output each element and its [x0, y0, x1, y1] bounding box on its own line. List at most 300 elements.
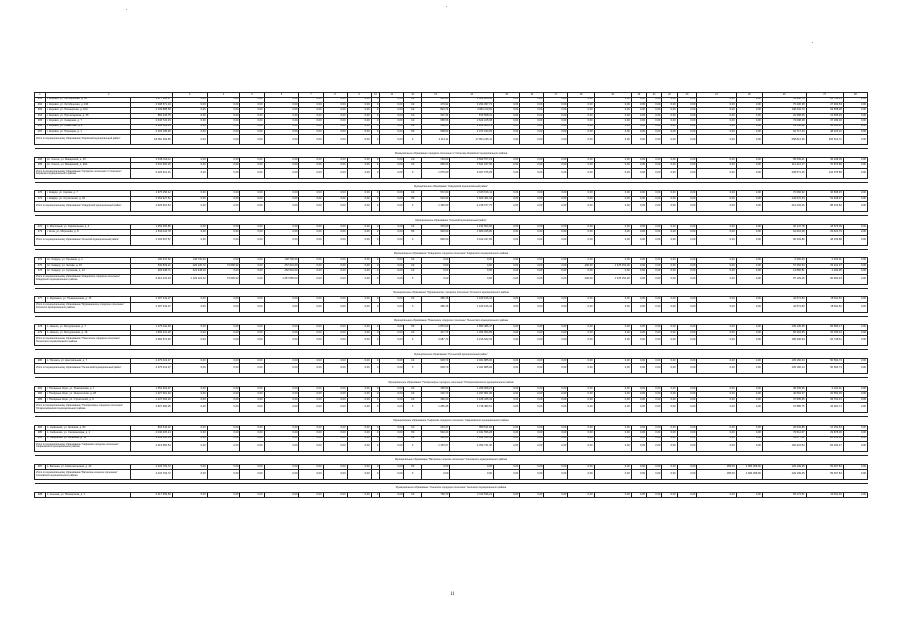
value-cell: 0,00 [494, 269, 520, 274]
value-cell: 0,00 [647, 269, 662, 274]
value-cell: 0,00 [631, 436, 646, 441]
subtotal-value: 0,00 [380, 364, 404, 374]
value-cell: 0,00 [240, 431, 264, 436]
value-cell: 0,00 [662, 392, 677, 397]
value-cell: 0,00 [207, 386, 240, 391]
value-cell: 0,00 [568, 113, 594, 118]
subtotal-value: 0,00 [662, 302, 677, 312]
value-cell: 0,00 [323, 358, 347, 363]
value-cell: 0,00 [299, 425, 323, 430]
value-cell: 0,00 [631, 392, 646, 397]
value-cell: 0,00 [631, 230, 646, 235]
municipality-heading: Муниципальное образование "Полярнозорье городское поселение" Полярнозоринского муниципального района [35, 378, 868, 387]
subtotal-value: 0,00 [347, 202, 371, 212]
value-cell: 0,00 [520, 386, 544, 391]
value-cell: 0,00 [520, 108, 544, 113]
value-cell: 0,00 [736, 436, 762, 441]
value-cell: 0,00 [736, 124, 762, 129]
value-cell: 873 568,31 [450, 113, 494, 118]
subtotal-value: 0,00 [299, 168, 323, 178]
value-cell: 0,00 [240, 436, 264, 441]
subtotal-value: 0,00 [594, 470, 631, 480]
value-cell: 0,00 [736, 191, 762, 196]
value-cell: 0,00 [323, 224, 347, 229]
value-cell: 0,00 [568, 191, 594, 196]
address-cell: п. Мурмаши, ул. Позарненская, д. 15 [45, 297, 130, 302]
subtotal-row [35, 441, 868, 451]
value-cell: 0,00 [494, 108, 520, 113]
value-cell: 0,00 [347, 224, 371, 229]
value-cell: 0,00 [843, 113, 867, 118]
subtotal-label: Итого по муниципальному образованию "Полярнозорье городское поселение" Полярнозоринского муниципального района [35, 403, 131, 413]
value-cell: 0,00 [520, 102, 544, 107]
subtotal-value: 0,00 [594, 168, 631, 178]
value-cell: 0,00 [697, 269, 736, 274]
value-cell: 0,00 [207, 191, 240, 196]
subtotal-value: 0,00 [299, 274, 323, 284]
subtotal-value: 0,00 [264, 168, 299, 178]
subtotal-value: 0,00 [568, 235, 594, 245]
value-cell: 70 660,92 [762, 191, 806, 196]
subtotal-value: 3 984 574,92 [131, 336, 173, 346]
value-cell: 0,00 [697, 325, 736, 330]
value-cell: 0,00 [520, 492, 544, 497]
value-cell: 34 614,87 [806, 124, 843, 129]
subtotal-value: 1 266,25 [421, 403, 449, 413]
subtotal-value: 0,00 [380, 235, 404, 245]
value-cell: 0,00 [172, 102, 207, 107]
value-cell: 0,00 [544, 436, 568, 441]
row-number-cell: 273 [35, 230, 46, 235]
value-cell: 0,00 [380, 436, 404, 441]
value-cell: 0,00 [544, 386, 568, 391]
value-cell: 0,00 [568, 436, 594, 441]
subtotal-value: 48 235,88 [806, 235, 843, 245]
subtotal-value: 0,00 [631, 135, 646, 145]
subtotal-row [35, 168, 868, 178]
subtotal-value: 0,00 [240, 168, 264, 178]
value-cell: 0,00 [264, 325, 299, 330]
value-cell: 0,00 [697, 124, 736, 129]
column-number-cell: 11 [380, 93, 404, 98]
value-cell: 37 189,02 [806, 119, 843, 124]
value-cell: 473,92 [421, 102, 449, 107]
value-cell: 1 451 653,51 [450, 436, 494, 441]
subtotal-value: 42 574,83 [762, 302, 806, 312]
value-cell: 0,00 [172, 163, 207, 168]
subtotal-value: 0,00 [299, 336, 323, 346]
address-cell: пгт. Ковдор, ул. Горняков, д. 1 [45, 258, 130, 263]
value-cell: 0,00 [736, 224, 762, 229]
address-cell: г. Кировск, ул. Северная, д. 7 [45, 119, 130, 124]
subtotal-value: 0,00 [568, 470, 594, 480]
value-cell: 0,00 [207, 196, 240, 201]
value-cell: 4 084 119,60 [450, 108, 494, 113]
subtotal-row [35, 302, 868, 312]
value-cell: 0,00 [594, 436, 631, 441]
value-cell: 0,00 [677, 330, 697, 335]
subtotal-value: X [404, 202, 421, 212]
value-cell: 0,00 [631, 325, 646, 330]
value-cell: 0,00 [544, 425, 568, 430]
subtotal-value: 4 218 977,75 [450, 202, 494, 212]
value-cell: 0,00 [172, 129, 207, 134]
value-cell: 265 948,71 [131, 269, 173, 274]
value-cell: 0,00 [631, 124, 646, 129]
value-cell: 0,00 [172, 124, 207, 129]
value-cell: 0,00 [380, 191, 404, 196]
value-cell: 0,00 [520, 129, 544, 134]
value-cell: 0,00 [207, 392, 240, 397]
value-cell: 54 658,28 [806, 108, 843, 113]
value-cell: 0,00 [697, 119, 736, 124]
value-cell: 0,00 [380, 97, 404, 102]
subtotal-value: 0,00 [380, 274, 404, 284]
value-cell: 0,00 [450, 269, 494, 274]
value-cell: 0,00 [380, 392, 404, 397]
value-cell: 74 098,38 [762, 119, 806, 124]
value-cell: 0,00 [264, 191, 299, 196]
value-cell: 4 232 763,72 [131, 464, 173, 469]
value-cell: 0,00 [631, 158, 646, 163]
value-cell: 0,00 [240, 425, 264, 430]
subtotal-value: 0,00 [264, 336, 299, 346]
value-cell: 0,00 [240, 158, 264, 163]
subtotal-value: 0,00 [264, 441, 299, 451]
subtotal-value: 0,00 [697, 202, 736, 212]
value-cell: 0,00 [520, 397, 544, 402]
column-number-cell: 20 [631, 93, 646, 98]
value-cell: 0,00 [520, 358, 544, 363]
value-cell: 0,00 [736, 297, 762, 302]
value-cell: 0,00 [697, 436, 736, 441]
subtotal-value: 0,00 [380, 302, 404, 312]
value-cell: 0,00 [299, 258, 323, 263]
subtotal-value: 0,00 [207, 202, 240, 212]
value-cell: 0,00 [736, 119, 762, 124]
value-cell: ПК [404, 464, 421, 469]
value-cell: 0,00 [544, 124, 568, 129]
value-cell: 0,00 [347, 258, 371, 263]
value-cell: 0,00 [347, 436, 371, 441]
municipality-heading: Муниципальное образование "Мурмашинское городское поселение" Кольского муниципального района [35, 288, 868, 297]
subtotal-value: 1 195,00 [421, 202, 449, 212]
subtotal-row [35, 202, 868, 212]
value-cell: 2 475 413,37 [131, 358, 173, 363]
value-cell: 0,00 [631, 397, 646, 402]
subtotal-value: 0,00 [697, 403, 736, 413]
row-number-cell: 286 [35, 436, 46, 441]
subtotal-value: 0,00 [520, 202, 544, 212]
subtotal-value: 0,00 [736, 135, 762, 145]
subtotal-value: 918,73 [421, 364, 449, 374]
subtotal-value: 0,00 [207, 135, 240, 145]
value-cell: 0,00 [568, 108, 594, 113]
subtotal-value: 0,00 [568, 403, 594, 413]
value-cell: 0,00 [240, 464, 264, 469]
value-cell: 2 403 195,90 [131, 129, 173, 134]
value-cell: 0,00 [347, 492, 371, 497]
value-cell: 148 700,00 [172, 258, 207, 263]
value-cell: 2 113 536,24 [450, 492, 494, 497]
value-cell: 0,00 [494, 129, 520, 134]
value-cell: 0,00 [207, 297, 240, 302]
value-cell: 769,70 [421, 492, 449, 497]
subtotal-value: 0,00 [697, 441, 736, 451]
value-cell: 0,00 [631, 386, 646, 391]
subtotal-value: 213 233,46 [762, 202, 806, 212]
value-cell: 0,00 [843, 196, 867, 201]
value-cell: 0,00 [631, 263, 646, 268]
value-cell: 0,00 [264, 97, 299, 102]
value-cell: 0,00 [494, 158, 520, 163]
value-cell: СК [404, 102, 421, 107]
value-cell: 0,00 [264, 464, 299, 469]
value-cell: 0,00 [594, 97, 631, 102]
value-cell: 0,00 [264, 158, 299, 163]
value-cell: 0,00 [240, 108, 264, 113]
subtotal-label: Итого по муниципальному образованию "Никельское городское поселение" Печенгского муниципального района [35, 336, 131, 346]
subtotal-value: 17 804 225,11 [450, 135, 494, 145]
value-cell: 0,00 [240, 386, 264, 391]
value-cell: 0,00 [647, 464, 662, 469]
value-cell: 0,00 [677, 464, 697, 469]
value-cell: 0,00 [380, 464, 404, 469]
municipality-heading: Муниципальное образование "Никельское городское поселение" Печенгского муниципального района [35, 316, 868, 325]
value-cell: 1 193 504,60 [450, 224, 494, 229]
value-cell: 0,00 [736, 196, 762, 201]
value-cell: 0,00 [172, 330, 207, 335]
value-cell: 0,00 [697, 358, 736, 363]
value-cell: 0,00 [380, 258, 404, 263]
value-cell: СК [404, 97, 421, 102]
value-cell: СК [404, 124, 421, 129]
value-cell: 0,00 [172, 392, 207, 397]
value-cell: 0,00 [568, 224, 594, 229]
subtotal-value: 3 216 622,32 [450, 336, 494, 346]
municipality-heading-row [35, 216, 868, 225]
subtotal-value: 0,00 [299, 135, 323, 145]
subtotal-value: 0,00 [736, 441, 762, 451]
value-cell: 0,00 [662, 330, 677, 335]
value-cell: 0,00 [207, 325, 240, 330]
value-cell: 0 [371, 119, 380, 124]
value-cell: 0,00 [323, 163, 347, 168]
value-cell: 0,00 [568, 230, 594, 235]
value-cell: 0 [371, 464, 380, 469]
value-cell: 0,00 [347, 158, 371, 163]
subtotal-value: 0 [371, 470, 380, 480]
value-cell: 0,00 [207, 113, 240, 118]
value-cell: 48 323,22 [806, 129, 843, 134]
subtotal-value: 0,00 [594, 403, 631, 413]
value-cell: 3 308 571,10 [131, 102, 173, 107]
value-cell: 0,00 [677, 163, 697, 168]
value-cell: 417,73 [421, 330, 449, 335]
value-cell: 0,00 [662, 124, 677, 129]
value-cell: 0,00 [380, 158, 404, 163]
value-cell: 0,00 [697, 258, 736, 263]
subtotal-value: 0,00 [172, 470, 207, 480]
subtotal-value: 0,00 [240, 336, 264, 346]
row-number-cell: 282 [35, 392, 46, 397]
value-cell: 0,00 [520, 436, 544, 441]
row-number-cell: 281 [35, 386, 46, 391]
subtotal-value: X [404, 470, 421, 480]
subtotal-value: 0,00 [568, 302, 594, 312]
value-cell: 0,00 [520, 464, 544, 469]
value-cell: 0,00 [662, 269, 677, 274]
value-cell: 0,00 [594, 102, 631, 107]
subtotal-value: 97 885,75 [762, 403, 806, 413]
value-cell: 0,00 [843, 108, 867, 113]
subtotal-value: 0,00 [631, 168, 646, 178]
value-cell: 0,00 [647, 124, 662, 129]
value-cell: 0,00 [843, 436, 867, 441]
column-number-cell: 5 [240, 93, 264, 98]
subtotal-value: 0,00 [264, 235, 299, 245]
value-cell: 40 664,37 [762, 392, 806, 397]
value-cell: 0,00 [299, 119, 323, 124]
subtotal-value: 380,15 [421, 302, 449, 312]
value-cell: 30 811,33 [806, 492, 843, 497]
value-cell: 0,00 [347, 330, 371, 335]
value-cell: 824,74 [421, 108, 449, 113]
value-cell: 0,00 [843, 330, 867, 335]
value-cell: 0,00 [240, 258, 264, 263]
value-cell: 0,00 [264, 330, 299, 335]
subtotal-value: 0,00 [494, 235, 520, 245]
subtotal-value: 1 109 106,44 [450, 302, 494, 312]
value-cell: СК [404, 436, 421, 441]
value-cell: 0 [371, 358, 380, 363]
subtotal-value: 105 166,44 [762, 364, 806, 374]
subtotal-value: 0,00 [421, 274, 449, 284]
value-cell: 0,00 [697, 102, 736, 107]
subtotal-value: 0,00 [264, 403, 299, 413]
scan-speck [126, 9, 127, 10]
value-cell: 0,00 [736, 258, 762, 263]
value-cell: 0,00 [697, 191, 736, 196]
value-cell: 0,00 [736, 386, 762, 391]
value-cell: 0,00 [662, 386, 677, 391]
column-number-cell: 26 [762, 93, 806, 98]
value-cell: 0,00 [544, 431, 568, 436]
value-cell: 0,00 [240, 196, 264, 201]
address-cell: г. Кировск, ул. Пролетарская, д. 25 [45, 113, 130, 118]
row-number-cell: 262 [35, 102, 46, 107]
subtotal-value: 0,00 [347, 235, 371, 245]
value-cell: 6 460,01 [806, 258, 843, 263]
value-cell: 0,00 [323, 158, 347, 163]
value-cell: 0,00 [544, 102, 568, 107]
subtotal-value: 0,00 [736, 364, 762, 374]
subtotal-value: 0,00 [347, 302, 371, 312]
value-cell: 0,00 [647, 492, 662, 497]
value-cell: 0,00 [568, 492, 594, 497]
subtotal-value: 0,00 [323, 441, 347, 451]
value-cell: 1 378 152,00 [594, 263, 631, 268]
address-cell: п. Сафоново, ул. Кольская, д. 11 [45, 436, 130, 441]
value-cell: 0,00 [347, 108, 371, 113]
address-cell: п. Ватонка, ул. Комсомольская, д. 22 [45, 464, 130, 469]
value-cell: 0 [371, 297, 380, 302]
value-cell: 0,00 [299, 297, 323, 302]
value-cell: 0,00 [697, 431, 736, 436]
address-cell: г. Полярные Зори, ул. Ломоносова, д. 7 [45, 386, 130, 391]
subtotal-value: 0,00 [172, 336, 207, 346]
value-cell: 0,00 [662, 224, 677, 229]
value-cell: 0,00 [594, 392, 631, 397]
address-cell: пгт. Ковдор, ул. Чехова, д. 15 [45, 263, 130, 268]
value-cell: 59 607,84 [806, 464, 843, 469]
subtotal-value: 0,00 [843, 302, 867, 312]
value-cell: 70 876,86 [806, 163, 843, 168]
value-cell: 0,00 [631, 258, 646, 263]
subtotal-label: Итого по муниципальному образованию "Печенгский муниципальный район" [35, 364, 131, 374]
value-cell: 0,00 [677, 258, 697, 263]
value-cell: 0,00 [697, 97, 736, 102]
subtotal-value: 0,00 [323, 403, 347, 413]
row-number-cell: 288 [35, 492, 46, 497]
subtotal-value: 0,00 [323, 274, 347, 284]
value-cell: 9 160,91 [806, 386, 843, 391]
subtotal-value: 0,00 [568, 168, 594, 178]
value-cell: 0,00 [380, 124, 404, 129]
value-cell: 55 077,02 [762, 436, 806, 441]
value-cell: 0,00 [264, 119, 299, 124]
subtotal-value: 0,00 [347, 168, 371, 178]
address-cell: г. Кировск, ул. Пионерская, д. 10А [45, 108, 130, 113]
value-cell: 623,00 [421, 196, 449, 201]
subtotal-value: 0,00 [494, 135, 520, 145]
value-cell: СК [404, 224, 421, 229]
value-cell: 0,00 [843, 129, 867, 134]
value-cell: 0,00 [207, 492, 240, 497]
value-cell: 0,00 [323, 196, 347, 201]
value-cell: 0,00 [568, 269, 594, 274]
value-cell: 0,00 [347, 102, 371, 107]
subtotal-value: 0,00 [323, 470, 347, 480]
value-cell: 0,00 [662, 230, 677, 235]
value-cell: 2 615 516,11 [450, 191, 494, 196]
subtotal-value: 0,00 [544, 168, 568, 178]
value-cell: 0,00 [380, 163, 404, 168]
value-cell: 0,00 [520, 97, 544, 102]
value-cell: 0,00 [662, 325, 677, 330]
address-cell: пгт. Ключи, ул. Макаровой, д. 36А [45, 163, 130, 168]
value-cell: 0,00 [172, 425, 207, 430]
subtotal-value: 0,00 [736, 274, 762, 284]
value-cell: 0 [371, 230, 380, 235]
value-cell: 0,00 [736, 425, 762, 430]
value-cell: 0,00 [299, 358, 323, 363]
subtotal-row [35, 470, 868, 480]
value-cell: 0,00 [299, 113, 323, 118]
value-cell: 406,00 [568, 263, 594, 268]
value-cell: 0,00 [594, 224, 631, 229]
row-number-cell: 278 [35, 325, 46, 330]
value-cell: 0,00 [568, 397, 594, 402]
subtotal-value: 0,00 [172, 441, 207, 451]
subtotal-value: 2 475 413,37 [131, 364, 173, 374]
subtotal-value: 0,00 [520, 135, 544, 145]
value-cell: 0,00 [568, 325, 594, 330]
value-cell: 0,00 [544, 358, 568, 363]
subtotal-value: 60 964,94 [806, 274, 843, 284]
row-number-cell: 269 [35, 163, 46, 168]
column-number-cell: 12 [404, 93, 421, 98]
